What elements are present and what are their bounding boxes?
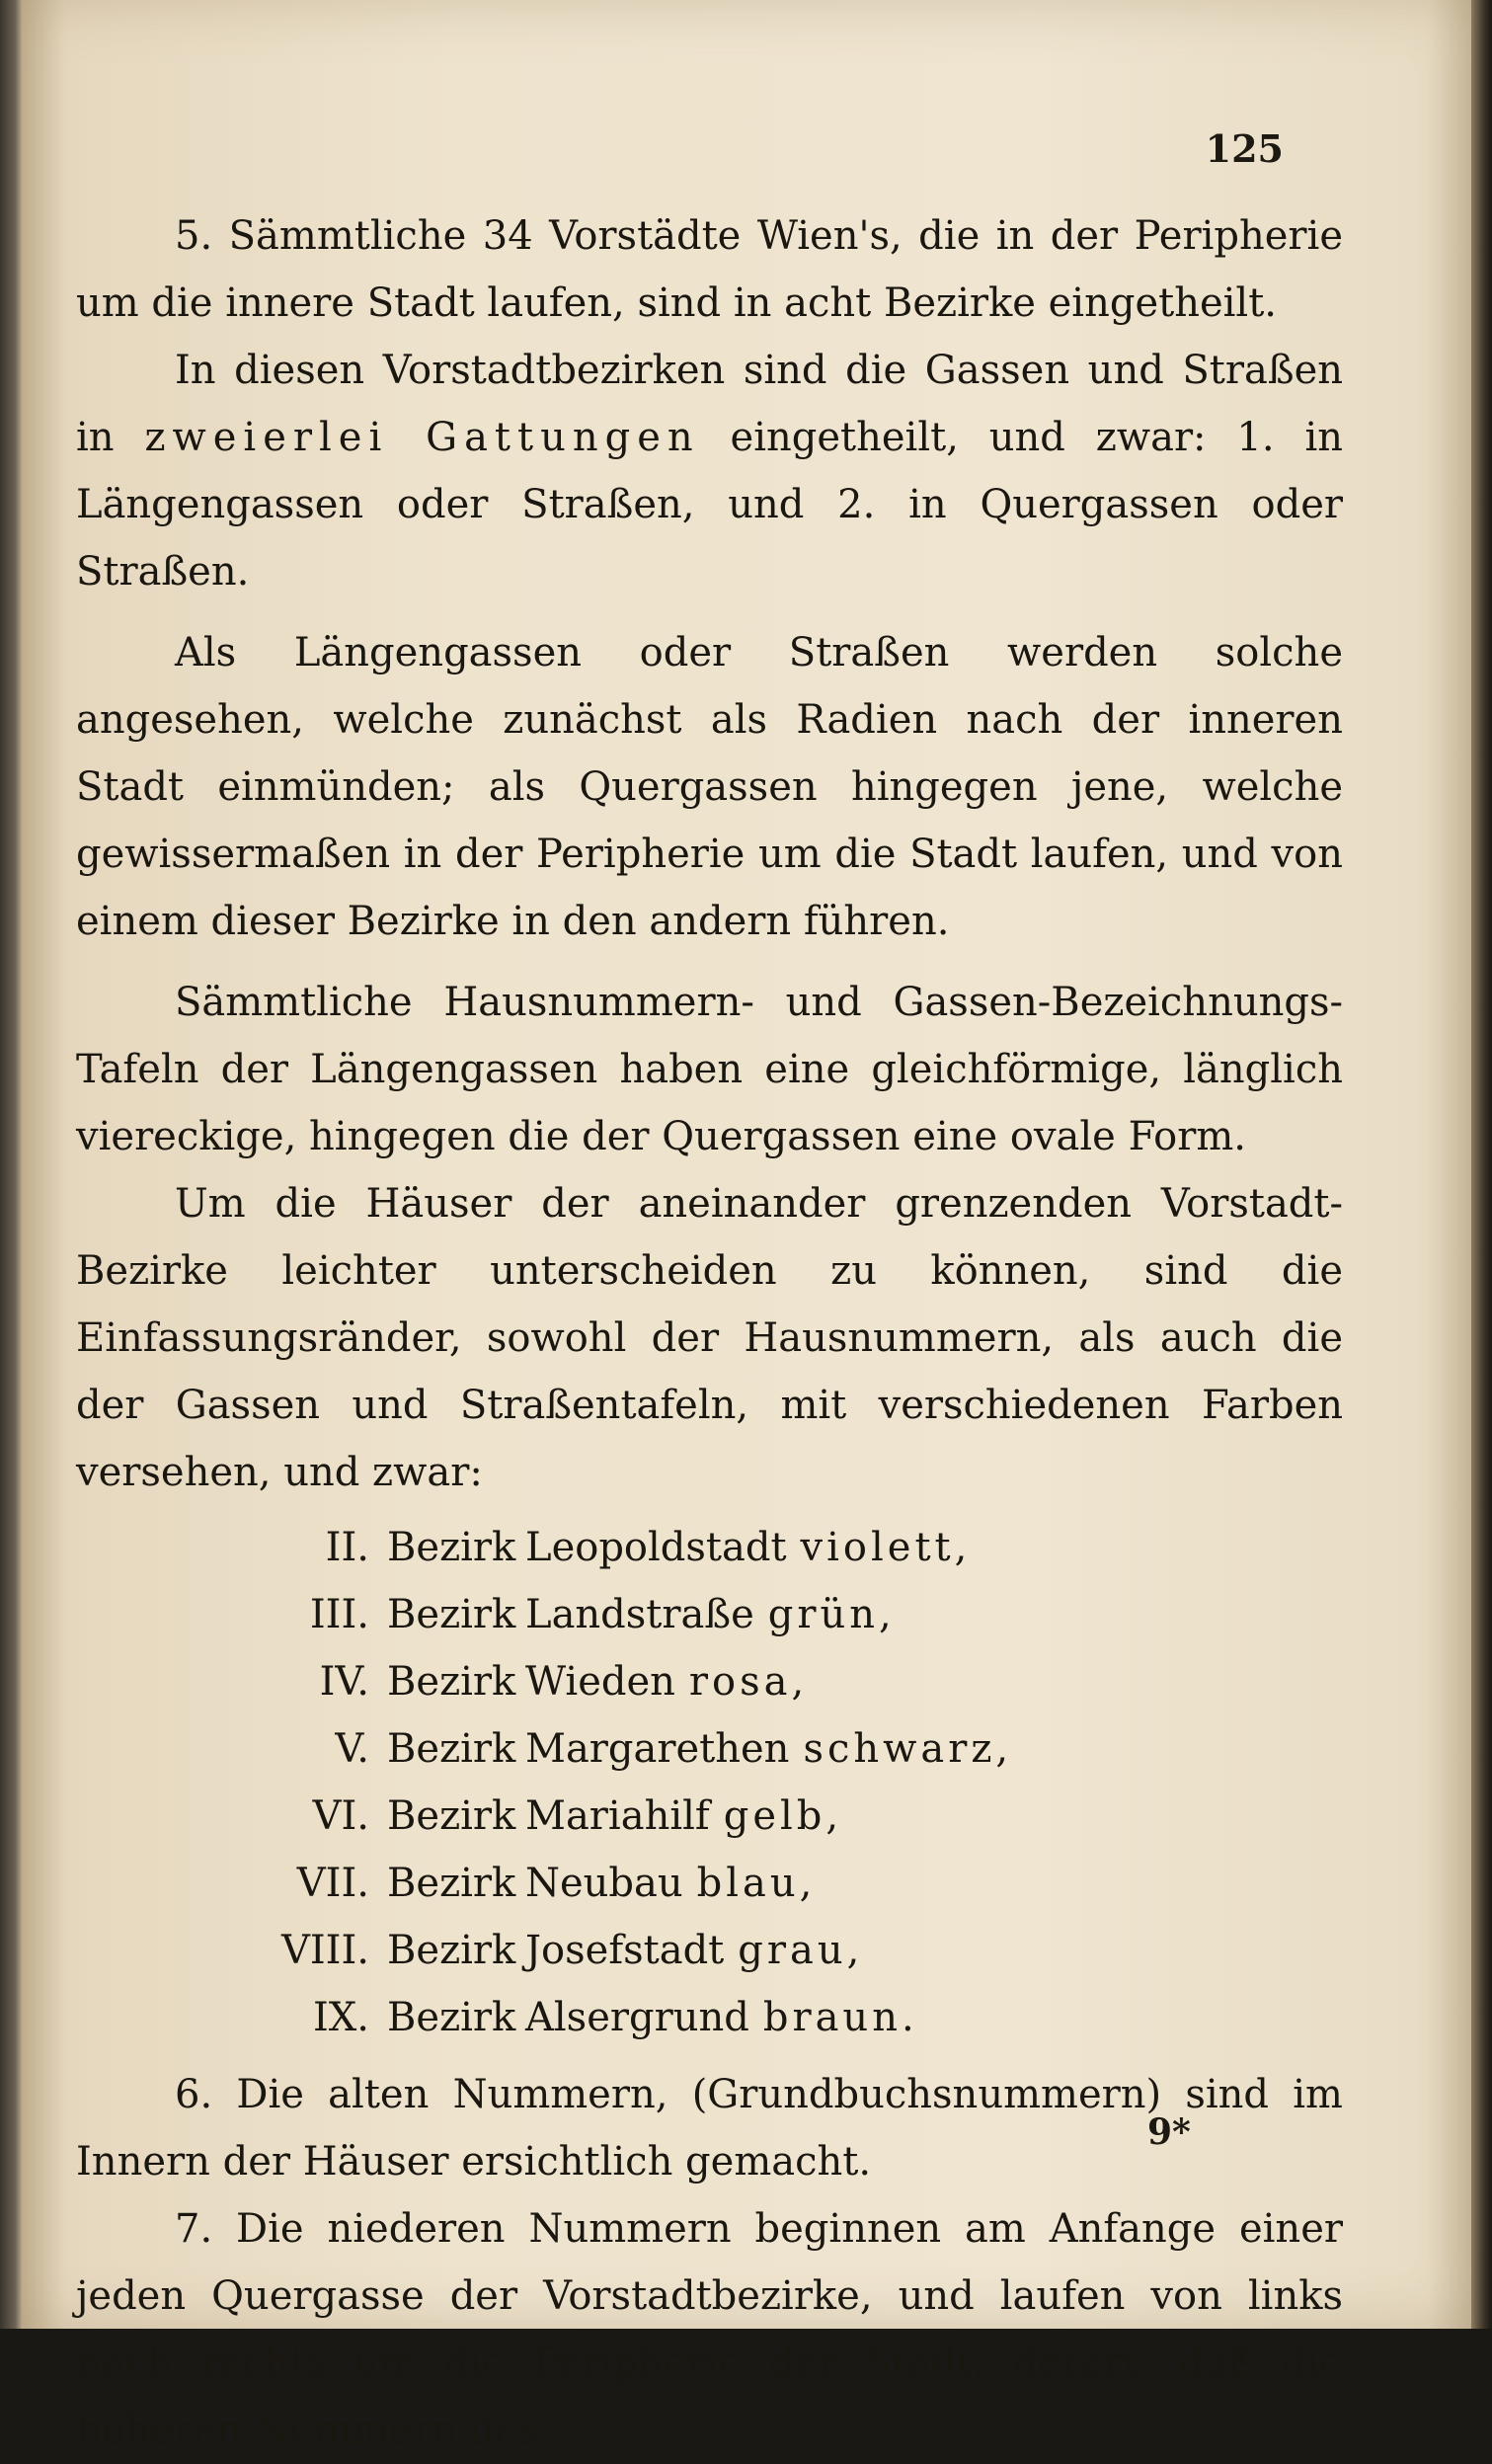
district-word: Bezirk bbox=[387, 1659, 516, 1705]
district-word: Bezirk bbox=[387, 1525, 516, 1570]
list-item bbox=[76, 1850, 1343, 1917]
district-name: Alsergrund bbox=[525, 1995, 749, 2040]
district-color: blau, bbox=[696, 1861, 817, 1906]
district-word: Bezirk bbox=[387, 1861, 516, 1906]
list-item bbox=[76, 1984, 1343, 2051]
district-number: VIII. bbox=[280, 1928, 369, 1973]
district-color: violett, bbox=[800, 1525, 972, 1570]
paragraph-length-streets: Als Längengassen oder Straßen werden solche angesehen, welche zunächst als Radien nach der inneren Stadt einmünden; als Quergassen hingegen jene, welche gewissermaßen in der Peripherie um die Stadt laufen, und von einem dieser Bezirke in den andern führen. bbox=[76, 630, 1343, 944]
paragraph-5: 5. Sämmtliche 34 Vorstädte Wien's, die in der Peripherie um die innere Stadt laufen, sind in acht Bezirke eingetheilt. bbox=[76, 213, 1343, 326]
district-word: Bezirk bbox=[387, 1793, 516, 1839]
list-item bbox=[76, 1917, 1343, 1984]
district-number: VII. bbox=[296, 1861, 369, 1906]
district-color: grün, bbox=[767, 1592, 896, 1637]
paragraph-text: eingetheilt, und zwar: 1. in Längengassen oder Straßen, und 2. in Quergassen oder Straßen. bbox=[76, 415, 1343, 595]
signature-mark: 9* bbox=[1147, 2111, 1191, 2153]
district-number: IV. bbox=[319, 1659, 369, 1705]
paragraph-plates: Sämmtliche Hausnummern- und Gassen-Bezeichnungs-Tafeln der Längengassen haben eine gleichförmige, länglich viereckige, hingegen die der Quergassen eine ovale Form. bbox=[76, 980, 1343, 1159]
list-item bbox=[76, 1514, 1343, 1581]
district-name: Josefstadt bbox=[525, 1928, 725, 1973]
list-item bbox=[76, 1715, 1343, 1783]
paragraph-7: 7. Die niederen Nummern beginnen am Anfange einer jeden Quergasse der Vorstadtbezirke, und laufen von links nach rechts um die Peripherie der Stadt; derart, daß die höheren Nummern des bbox=[76, 2206, 1343, 2453]
list-item bbox=[76, 1581, 1343, 1648]
paragraph-street-types bbox=[76, 337, 1343, 605]
book-page bbox=[22, 0, 1471, 2453]
district-color-list bbox=[76, 1514, 1343, 2051]
district-color: schwarz, bbox=[803, 1726, 1013, 1772]
book-spine bbox=[0, 0, 22, 2329]
district-color: gelb, bbox=[723, 1793, 843, 1839]
district-word: Bezirk bbox=[387, 1995, 516, 2040]
district-word: Bezirk bbox=[387, 1726, 516, 1772]
paragraph-colors-intro: Um die Häuser der aneinander grenzenden Vorstadt-Bezirke leichter unterscheiden zu können, sind die Einfassungsränder, sowohl der Hausnummern, als auch die der Gassen und Straßentafeln, mit verschiedenen Farben versehen, und zwar: bbox=[76, 1181, 1343, 1495]
district-name: Leopoldstadt bbox=[525, 1525, 787, 1570]
district-number: V. bbox=[335, 1726, 369, 1772]
district-name: Wieden bbox=[525, 1659, 675, 1705]
list-item bbox=[76, 1783, 1343, 1850]
district-word: Bezirk bbox=[387, 1592, 516, 1637]
district-word: Bezirk bbox=[387, 1928, 516, 1973]
list-item bbox=[76, 1648, 1343, 1715]
district-name: Mariahilf bbox=[525, 1793, 710, 1839]
district-number: II. bbox=[325, 1525, 369, 1570]
district-number: VI. bbox=[312, 1793, 369, 1839]
district-color: grau, bbox=[738, 1928, 864, 1973]
paragraph-6: 6. Die alten Nummern, (Grundbuchsnummern) sind im Innern der Häuser ersichtlich gemacht. bbox=[76, 2072, 1343, 2185]
emphasized-text: zweierlei Gattungen bbox=[144, 415, 700, 460]
district-name: Margarethen bbox=[525, 1726, 790, 1772]
district-color: braun. bbox=[762, 1995, 918, 2040]
paragraph-text: In diesen Vorstadtbezirken sind die Gassen und Straßen in bbox=[76, 348, 1343, 460]
page-edge bbox=[1471, 0, 1492, 2329]
district-number: III. bbox=[309, 1592, 369, 1637]
page-number: 125 bbox=[1205, 126, 1284, 171]
district-name: Neubau bbox=[525, 1861, 683, 1906]
district-number: IX. bbox=[313, 1995, 369, 2040]
district-name: Landstraße bbox=[525, 1592, 754, 1637]
district-color: rosa, bbox=[688, 1659, 809, 1705]
